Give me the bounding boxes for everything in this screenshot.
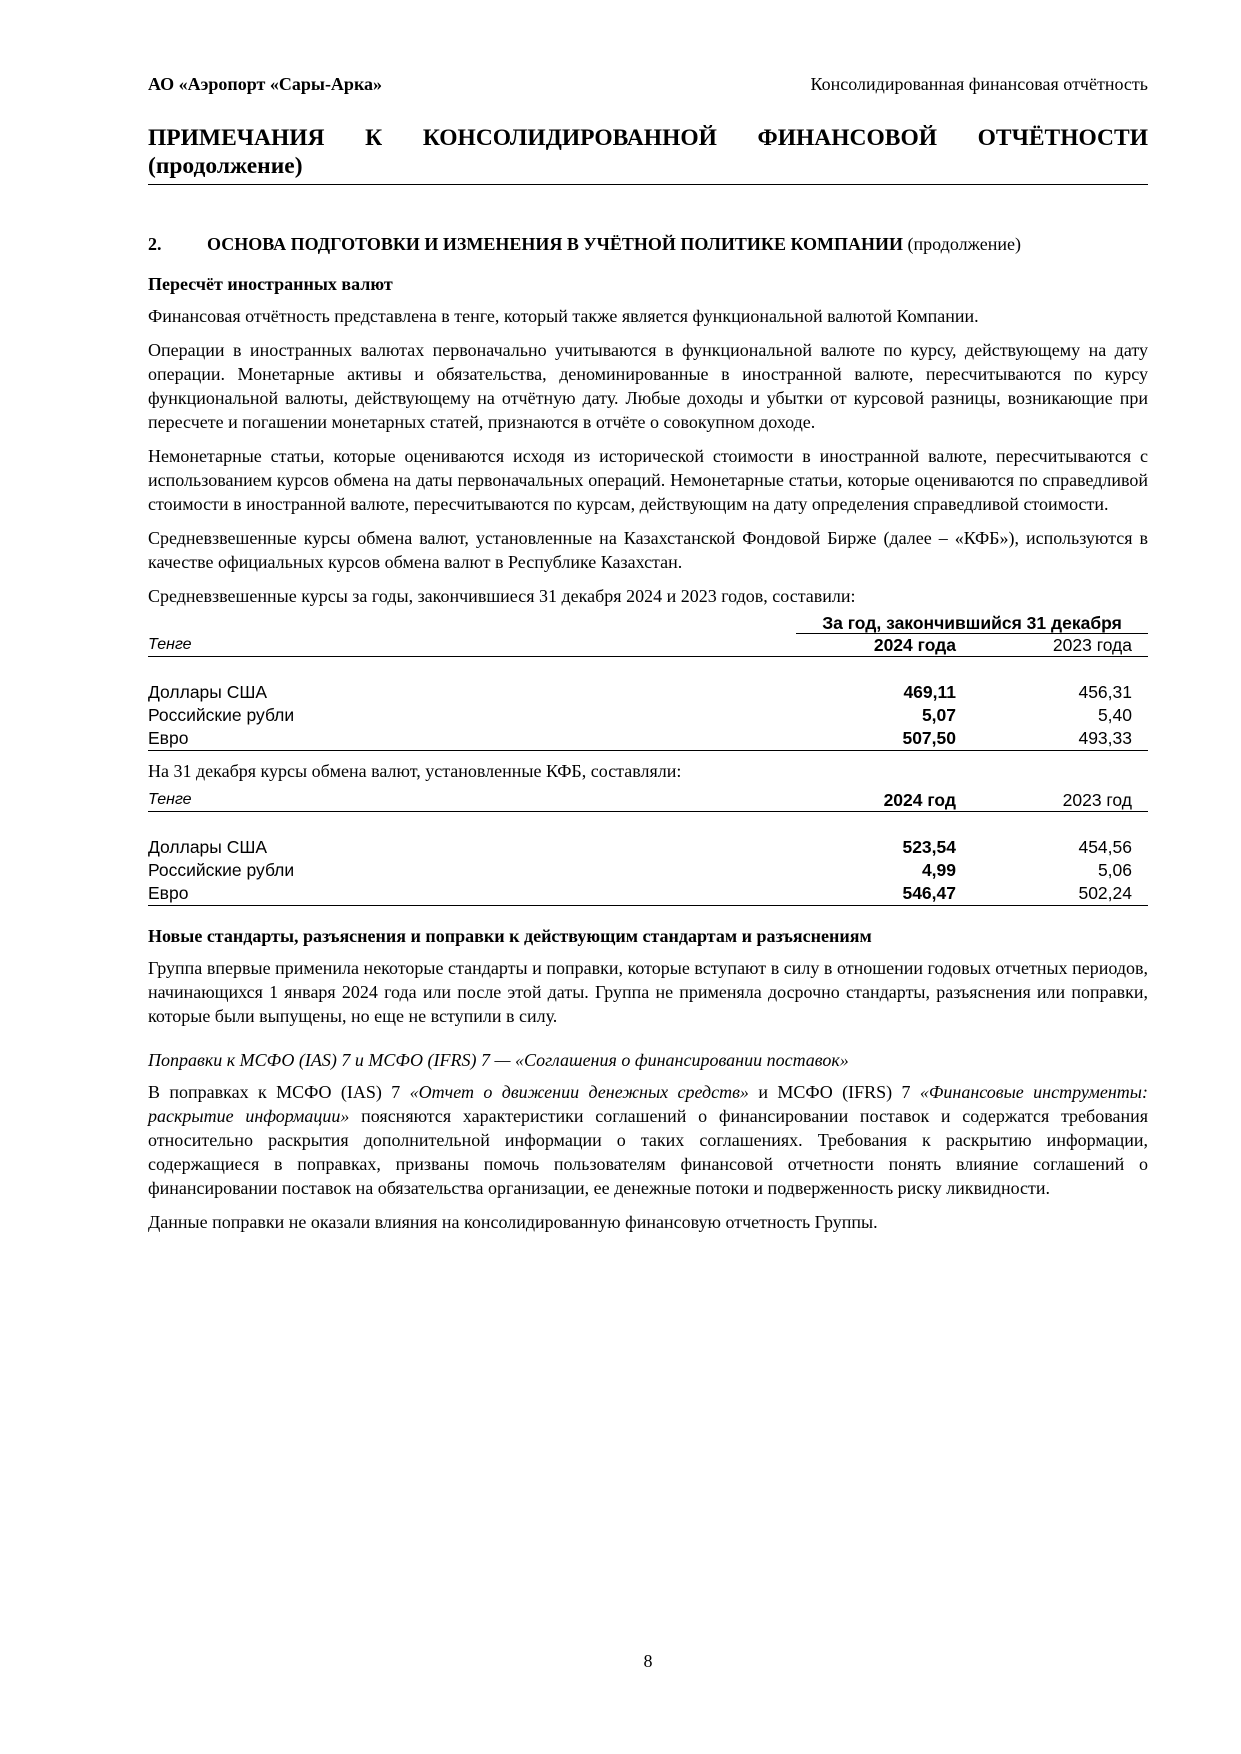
- notes-title-word: ПРИМЕЧАНИЯ: [148, 125, 325, 151]
- table-header-row: [148, 789, 1148, 812]
- average-rates-table: [148, 612, 1148, 751]
- value-2024: 469,11: [903, 682, 956, 702]
- paragraph: Данные поправки не оказали влияния на консолидированную финансовую отчетность Группы.: [148, 1212, 878, 1232]
- company-name: АО «Аэропорт «Сары-Арка»: [148, 74, 383, 94]
- table-row: [148, 681, 1148, 704]
- notes-title-word: ОТЧЁТНОСТИ: [977, 125, 1148, 151]
- section-title: ОСНОВА ПОДГОТОВКИ И ИЗМЕНЕНИЯ В УЧЁТНОЙ ПОЛИТИКЕ КОМПАНИИ: [207, 234, 904, 254]
- row-label: Российские рубли: [148, 705, 295, 725]
- table-row: [148, 836, 1148, 859]
- notes-title-word: ФИНАНСОВОЙ: [757, 125, 938, 151]
- paragraph: Немонетарные статьи, которые оцениваются исходя из исторической стоимости в иностранной валюте, пересчитываются с использованием курсов обмена на даты первоначальных операций. Немонетарные статьи, которые оцениваются по справедливой стоимости в иностранной валюте, пересчитываются по курсам, действующим на дату определения справедливой стоимости.: [148, 446, 1148, 514]
- paragraph: Финансовая отчётность представлена в тенге, который также является функциональной валютой Компании.: [148, 306, 979, 326]
- section-continued: (продолжение): [907, 234, 1021, 254]
- value-2023: 493,33: [1078, 728, 1132, 748]
- row-label: Российские рубли: [148, 860, 295, 880]
- value-2024: 5,07: [921, 705, 956, 725]
- value-2023: 5,06: [1097, 860, 1132, 880]
- standard-title: «Отчет о движении денежных средств»: [409, 1082, 749, 1102]
- paragraph: [148, 1080, 1148, 1200]
- document-type: Консолидированная финансовая отчётность: [810, 74, 1148, 94]
- column-header-2024: 2024 год: [883, 790, 956, 810]
- row-label: Доллары США: [148, 682, 268, 702]
- value-2024: 507,50: [902, 728, 956, 748]
- fx-heading: Пересчёт иностранных валют: [148, 274, 393, 294]
- period-header: [148, 612, 1148, 634]
- column-header-currency: Тенге: [148, 791, 192, 808]
- notes-title-line: [148, 124, 1148, 152]
- period-header-label: За год, закончившийся 31 декабря: [796, 612, 1148, 634]
- text-run: и МСФО (IFRS) 7: [748, 1082, 920, 1102]
- value-2023: 502,24: [1078, 883, 1132, 903]
- standards-heading: Новые стандарты, разъяснения и поправки к действующим стандартам и разъяснениям: [148, 926, 872, 946]
- year-end-rates-table: [148, 789, 1148, 906]
- value-2023: 5,40: [1097, 705, 1132, 725]
- notes-title-continued: (продолжение): [148, 153, 303, 179]
- column-header-2023: 2023 год: [1062, 790, 1132, 810]
- row-label: Доллары США: [148, 837, 268, 857]
- notes-title-word: К: [365, 125, 383, 151]
- value-2023: 456,31: [1078, 682, 1132, 702]
- table-intro: На 31 декабря курсы обмена валют, установленные КФБ, составляли:: [148, 761, 682, 781]
- table-row: [148, 859, 1148, 882]
- paragraph: Группа впервые применила некоторые стандарты и поправки, которые вступают в силу в отношении годовых отчетных периодов, начинающихся 1 января 2024 года или после этой даты. Группа не применяла досрочно стандарты, разъяснения или поправки, которые были выпущены, но еще не вступили в силу.: [148, 958, 1148, 1026]
- amendments-subheading: Поправки к МСФО (IAS) 7 и МСФО (IFRS) 7 — «Соглашения о финансировании поставок»: [148, 1050, 849, 1070]
- value-2024: 4,99: [921, 860, 956, 880]
- value-2024: 523,54: [902, 837, 956, 857]
- notes-title: [148, 124, 1148, 185]
- column-header-2024: 2024 года: [873, 635, 956, 655]
- column-header-currency: Тенге: [148, 636, 192, 653]
- page-number: 8: [643, 1651, 653, 1671]
- table-row: [148, 882, 1148, 906]
- table-row: [148, 727, 1148, 751]
- paragraph: Операции в иностранных валютах первоначально учитываются в функциональной валюте по курсу, действующему на дату операции. Монетарные активы и обязательства, деноминированные в иностранной валюте, пересчитываются по курсу функциональной валюты, действующему на отчётную дату. Любые доходы и убытки от курсовой разницы, возникающие при пересчете и погашении монетарных статей, признаются в отчёте о совокупном доходе.: [148, 340, 1148, 432]
- text-run: поясняются характеристики соглашений о финансировании поставок и содержатся требования относительно раскрытия дополнительной информации о таких соглашениях. Требования к раскрытию информации, содержащиеся в поправках, призваны помочь пользователям финансовой отчетности понять влияние соглашений о финансировании поставок на обязательства организации, ее денежные потоки и подверженность риску ликвидности.: [148, 1106, 1148, 1198]
- section-number: 2.: [148, 234, 162, 254]
- section-heading: [148, 232, 1148, 256]
- row-label: Евро: [148, 728, 189, 748]
- paragraph: Средневзвешенные курсы обмена валют, установленные на Казахстанской Фондовой Бирже (далее – «КФБ»), используются в качестве официальных курсов обмена валют в Республике Казахстан.: [148, 528, 1148, 572]
- table-header-row: [148, 634, 1148, 657]
- table-intro: Средневзвешенные курсы за годы, закончившиеся 31 декабря 2024 и 2023 годов, составили:: [148, 586, 856, 606]
- main-content: [148, 232, 1148, 1244]
- row-label: Евро: [148, 883, 189, 903]
- value-2023: 454,56: [1078, 837, 1132, 857]
- standard-title: «Финансовые инструменты: раскрытие информации»: [148, 1082, 1148, 1126]
- column-header-2023: 2023 года: [1052, 635, 1132, 655]
- table-row: [148, 704, 1148, 727]
- text-run: В поправках к МСФО (IAS) 7: [148, 1082, 410, 1102]
- value-2024: 546,47: [902, 883, 956, 903]
- notes-title-word: КОНСОЛИДИРОВАННОЙ: [422, 125, 717, 151]
